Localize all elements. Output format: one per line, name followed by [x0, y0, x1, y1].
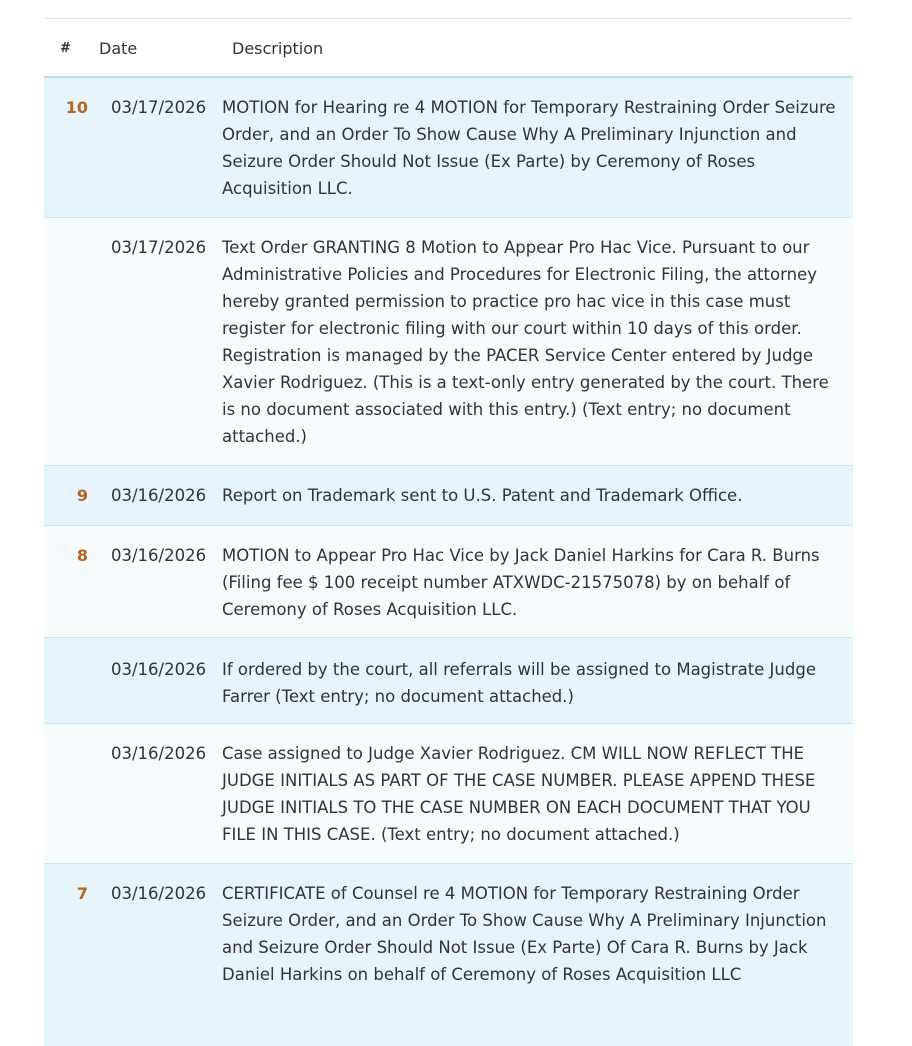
entry-number[interactable]: 10 — [65, 98, 88, 117]
entry-date: 03/16/2026 — [111, 660, 207, 679]
entry-description: Report on Trademark sent to U.S. Patent and Trademark Office. — [222, 486, 743, 505]
table-row[interactable] — [44, 638, 853, 724]
entry-description: Text Order GRANTING 8 Motion to Appear Pro Hac Vice. Pursuant to our Administrative Policies and Procedures for Electronic Filing, the attorney hereby granted permission to practice pro hac vice in this case must register for electronic filing with our court within 10 days of this order. Registration is managed by the PACER Service Center entered by Judge Xavier Rodriguez. (This is a text-only entry generated by the court. There is no document associated with this entry.) (Text entry; no document attached.) — [222, 238, 829, 446]
entry-number[interactable]: 7 — [76, 884, 88, 903]
entry-description: CERTIFICATE of Counsel re 4 MOTION for Temporary Restraining Order Seizure Order, and an Order To Show Cause Why A Preliminary Injunction and Seizure Order Should Not Issue (Ex Parte) Of Cara R. Burns by Jack Daniel Harkins on behalf of Ceremony of Roses Acquisition LLC — [222, 884, 827, 984]
table-row[interactable] — [44, 526, 853, 638]
table-row[interactable] — [44, 218, 853, 466]
table-row[interactable] — [44, 466, 853, 526]
table-row[interactable] — [44, 864, 853, 1046]
docket-table — [44, 18, 853, 1046]
entry-description: If ordered by the court, all referrals will be assigned to Magistrate Judge Farrer (Text entry; no document attached.) — [222, 660, 816, 706]
column-header-number[interactable]: # — [60, 41, 71, 56]
entry-date: 03/16/2026 — [111, 744, 207, 763]
entry-date: 03/16/2026 — [111, 884, 207, 903]
entry-description: MOTION for Hearing re 4 MOTION for Temporary Restraining Order Seizure Order, and an Order To Show Cause Why A Preliminary Injunction and Seizure Order Should Not Issue (Ex Parte) by Ceremony of Roses Acquisition LLC. — [222, 98, 836, 198]
entry-number[interactable]: 8 — [76, 546, 88, 565]
table-row[interactable] — [44, 724, 853, 864]
table-header — [44, 19, 853, 78]
column-header-description[interactable]: Description — [232, 39, 324, 58]
column-header-date[interactable]: Date — [99, 39, 138, 58]
table-row[interactable] — [44, 78, 853, 218]
entry-number[interactable]: 9 — [76, 486, 88, 505]
entry-description: MOTION to Appear Pro Hac Vice by Jack Daniel Harkins for Cara R. Burns (Filing fee $ 100 receipt number ATXWDC-21575078) by on behalf of Ceremony of Roses Acquisition LLC. — [222, 546, 820, 619]
entry-date: 03/17/2026 — [111, 98, 207, 117]
entry-date: 03/16/2026 — [111, 486, 207, 505]
entry-description: Case assigned to Judge Xavier Rodriguez. CM WILL NOW REFLECT THE JUDGE INITIALS AS PART OF THE CASE NUMBER. PLEASE APPEND THESE JUDGE INITIALS TO THE CASE NUMBER ON EACH DOCUMENT THAT YOU FILE IN THIS CASE. (Text entry; no document attached.) — [222, 744, 816, 844]
entry-date: 03/17/2026 — [111, 238, 207, 257]
entry-date: 03/16/2026 — [111, 546, 207, 565]
